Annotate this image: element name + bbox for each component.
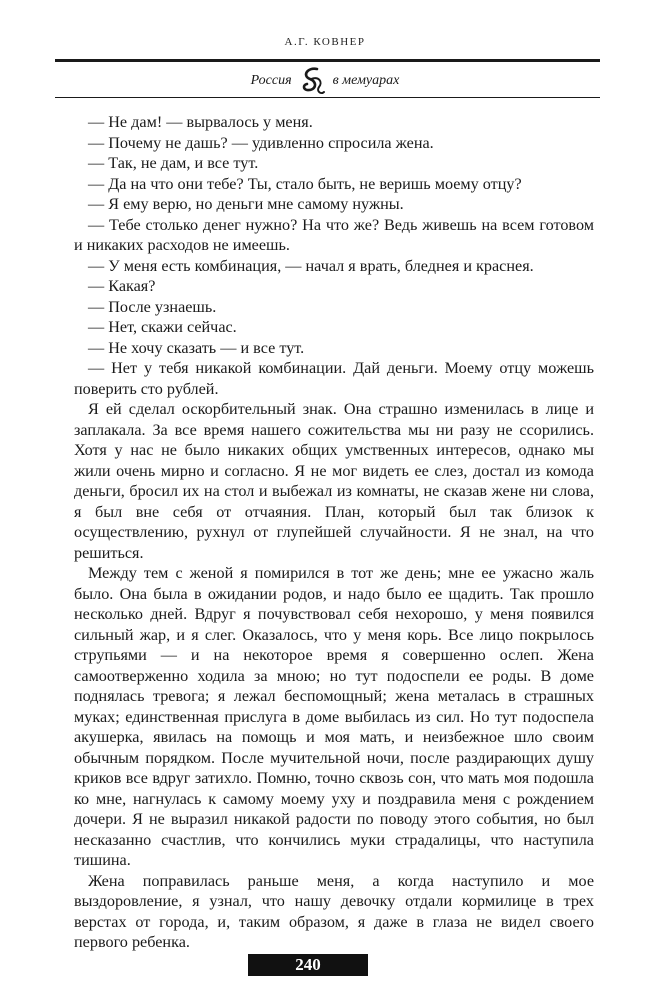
paragraph: — Тебе столько денег нужно? На что же? Ведь живешь на всем готовом и никаких расходов не имеешь. bbox=[74, 215, 594, 254]
paragraph: — Так, не дам, и все тут. bbox=[88, 154, 259, 172]
body-text bbox=[74, 112, 594, 953]
paragraph: — Почему не дашь? — удивленно спросила жена. bbox=[88, 133, 434, 152]
paragraph: — Не хочу сказать — и все тут. bbox=[88, 338, 305, 357]
page-number: 240 bbox=[248, 954, 368, 976]
paragraph: — Нет у тебя никакой комбинации. Дай деньги. Моему отцу можешь поверить сто рублей. bbox=[74, 359, 594, 398]
paragraph: — После узнаешь. bbox=[88, 297, 217, 316]
header-rule-bottom bbox=[55, 97, 600, 98]
paragraph: — У меня есть комбинация, — начал я врать, бледнея и краснея. bbox=[88, 256, 534, 275]
paragraph: — Какая? bbox=[88, 277, 156, 295]
running-header-author: А.Г. КОВНЕР bbox=[284, 36, 366, 48]
paragraph: — Я ему верю, но деньги мне самому нужны. bbox=[88, 195, 404, 213]
paragraph: — Да на что они тебе? Ты, стало быть, не веришь моему отцу? bbox=[88, 174, 522, 193]
paragraph: — Нет, скажи сейчас. bbox=[88, 318, 237, 336]
monogram-logo-icon bbox=[297, 64, 327, 98]
paragraph: Жена поправилась раньше меня, а когда наступило и мое выздоровление, я узнал, что нашу девочку отдали кормилице в трех верстах от города, и, таким образом, я даже в глаза не видел своего первого ребенка. bbox=[74, 871, 594, 951]
paragraph: — Не дам! — вырвалось у меня. bbox=[88, 113, 313, 131]
paragraph: Я ей сделал оскорбительный знак. Она страшно изменилась в лице и заплакала. За все время нашего сожительства мы ни разу не ссорились. Хотя у нас не было никаких общих умственных интересов, однако мы жили очень мирно и согласно. Я не мог видеть ее слез, достал из комода деньги, бросил их на стол и выбежал из комнаты, не сказав жене ни слова, я был вне себя от отчаяния. План, который был так близок к осуществлению, рухнул от глупейшей случайности. Я не знал, на что решиться. bbox=[74, 400, 594, 562]
series-title-right: в мемуарах bbox=[333, 65, 400, 97]
header-rule-top bbox=[55, 59, 600, 62]
paragraph: Между тем с женой я помирился в тот же день; мне ее ужасно жаль было. Она была в ожидании родов, и надо было ее щадить. Так прошло несколько дней. Вдруг я почувствовал себя нехорошо, у меня появился сильный жар, и я слег. Оказалось, что у меня корь. Все лицо покрылось струпьями — и на некоторое время я совершенно ослеп. Жена самоотверженно ходила за мною; но тут подоспели ее роды. В доме поднялась тревога; я лежал беспомощный; жена металась в страшных муках; единственная прислуга в доме выбилась из сил. Но тут подоспела акушерка, явилась на помощь и моя мать, и неизбежное шло своим обычным порядком. После мучительной ночи, после раздирающих душу криков все вдруг затихло. Помню, точно сквозь сон, что мать моя подошла ко мне, нагнулась к самому моему уху и поздравила меня с рождением дочери. Я не выразил никакой радости по поводу этого события, но был несказанно счастлив, что кончились муки страдалицы, что наступила тишина. bbox=[74, 564, 594, 869]
series-title-left: Россия bbox=[251, 65, 292, 97]
series-title bbox=[0, 64, 650, 96]
